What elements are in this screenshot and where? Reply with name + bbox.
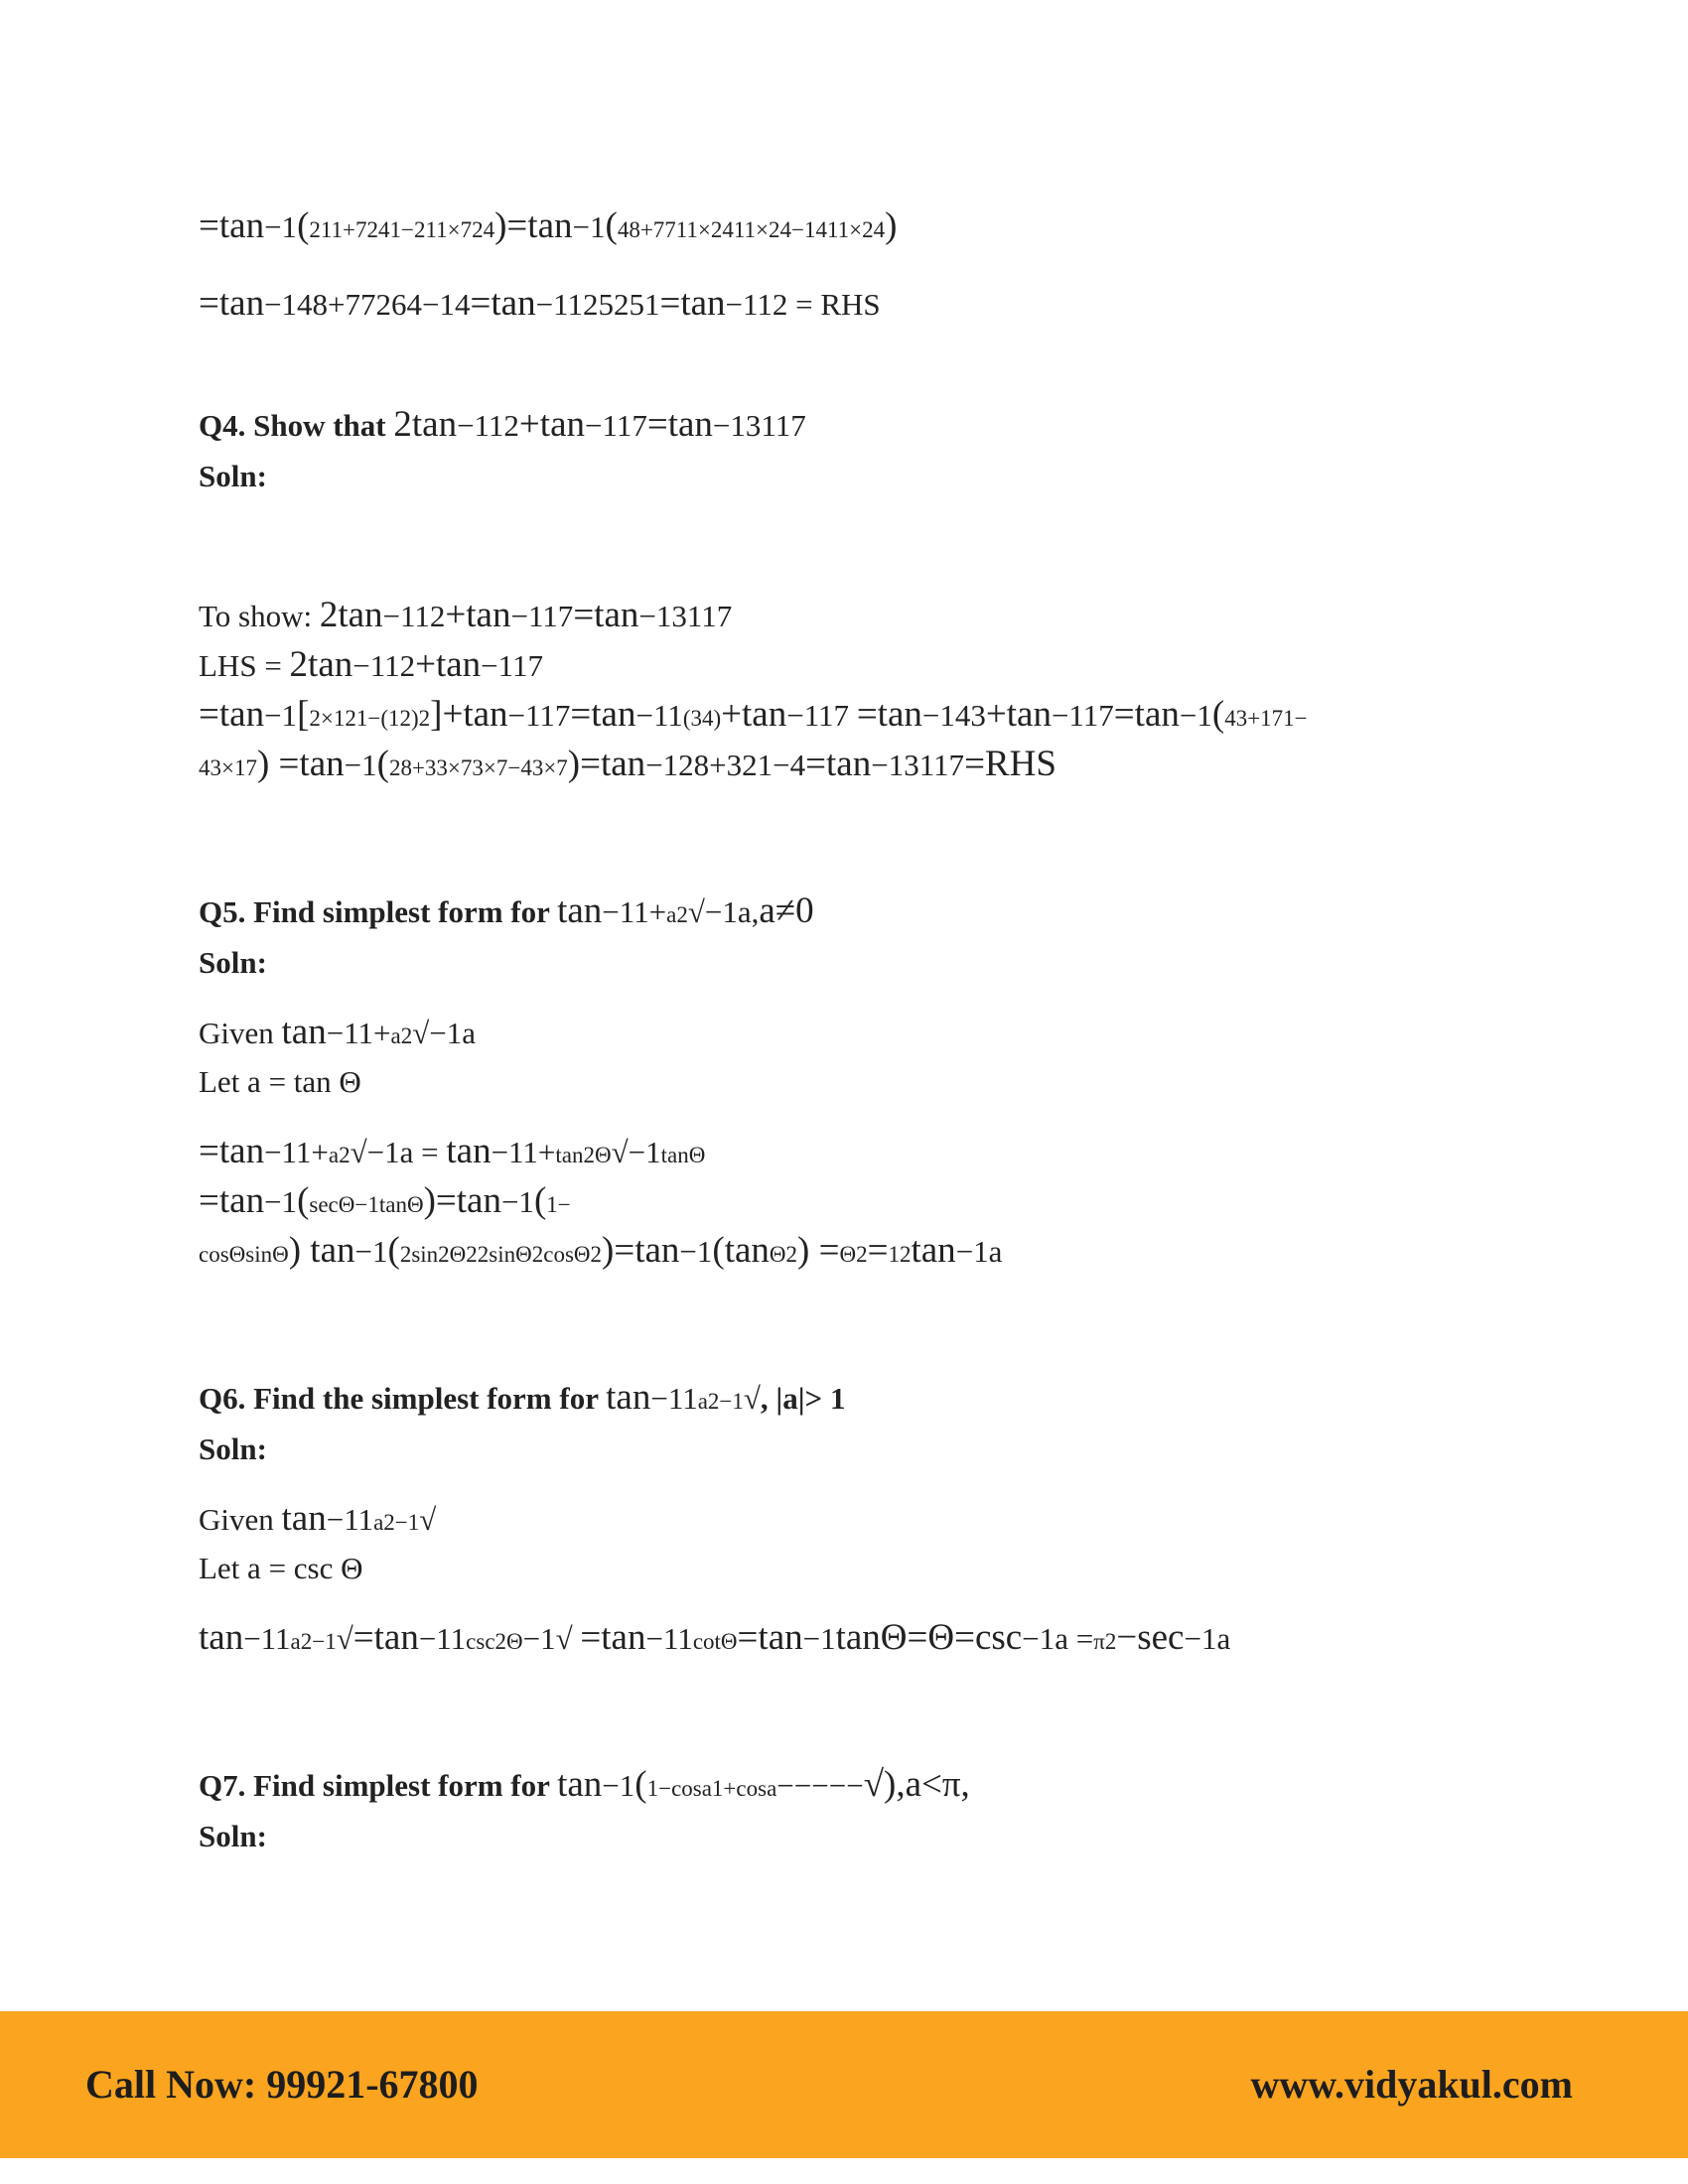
text-line <box>199 284 881 325</box>
math-fragment: a2 <box>328 1143 351 1167</box>
math-fragment: √ <box>743 1381 761 1416</box>
math-fragment: (34) <box>682 706 722 731</box>
math-fragment: −13117 <box>638 599 733 633</box>
math-fragment: cosΘsinΘ <box>199 1242 289 1267</box>
math-fragment: 28+33×73×7−43×7 <box>388 755 568 780</box>
math-fragment: Given <box>199 1016 282 1050</box>
math-fragment: ( <box>376 744 389 784</box>
math-fragment: +tan <box>721 694 787 735</box>
math-fragment: −143 <box>921 698 986 733</box>
math-fragment: =tan <box>1113 694 1180 735</box>
math-fragment: =RHS <box>964 744 1056 784</box>
math-fragment: (tan <box>712 1230 770 1271</box>
text-line <box>199 1765 970 1809</box>
math-fragment: −1a <box>955 1234 1003 1269</box>
math-fragment: =tan <box>580 1617 646 1658</box>
math-fragment: a≠0 <box>759 890 814 931</box>
math-fragment: −117 <box>481 648 544 683</box>
math-fragment: −1a = <box>1022 1621 1094 1656</box>
math-fragment: tan <box>557 890 603 931</box>
math-fragment: tan2Θ <box>555 1143 612 1167</box>
math-fragment: tanΘ=Θ=csc <box>835 1617 1023 1658</box>
math-fragment: √−1a, <box>687 894 760 929</box>
question-heading: Q5. Find simplest form for <box>199 894 558 929</box>
question-heading: Soln: <box>199 1432 267 1466</box>
call-now-text[interactable]: Call Now: 99921-67800 <box>85 2062 479 2107</box>
math-fragment: tan <box>606 1377 651 1418</box>
math-fragment: tan <box>446 1131 492 1171</box>
text-line <box>199 206 897 250</box>
math-fragment: =tan <box>573 595 639 635</box>
math-fragment: +tan <box>415 644 482 685</box>
math-fragment: Given <box>199 1502 282 1537</box>
math-fragment: −128+321−4 <box>645 748 806 782</box>
math-fragment: ( <box>297 1180 310 1221</box>
math-fragment: −1125251 <box>535 287 660 322</box>
math-fragment: 1−cosa1+cosa <box>646 1776 777 1801</box>
text-line <box>199 1817 267 1856</box>
math-fragment: 1− <box>546 1192 571 1217</box>
text-line <box>199 745 1056 788</box>
math-fragment: =tan <box>659 283 726 324</box>
math-fragment: −11 <box>326 1502 374 1537</box>
math-fragment: −1 <box>679 1234 713 1269</box>
math-fragment: −1 <box>354 1234 388 1269</box>
math-fragment: ) tan <box>288 1230 355 1271</box>
math-fragment: ) = <box>797 1230 840 1271</box>
math-fragment: −1 <box>602 1768 635 1803</box>
math-fragment: 43×17 <box>199 755 257 780</box>
math-fragment: −117 <box>507 698 571 733</box>
math-fragment: −11+ <box>264 1135 329 1169</box>
math-fragment: )=tan <box>494 205 573 246</box>
math-fragment: tan <box>199 1617 244 1658</box>
math-fragment: To show: <box>199 599 320 633</box>
math-fragment: =tan <box>570 694 636 735</box>
text-line <box>199 1013 476 1056</box>
math-fragment: =tan <box>856 694 922 735</box>
question-heading: , |a|> 1 <box>760 1381 846 1416</box>
math-fragment: 48+7711×2411×24−1411×24 <box>617 217 886 242</box>
math-fragment: a2−1 <box>697 1389 744 1414</box>
math-fragment: −117 <box>786 698 857 733</box>
math-fragment: −1 <box>264 209 298 244</box>
math-fragment: −11 <box>650 1381 698 1416</box>
math-fragment: −11 <box>645 1621 693 1656</box>
math-fragment: −−−−− <box>776 1768 864 1803</box>
math-fragment: −11 <box>635 698 683 733</box>
math-fragment: −117 <box>510 599 574 633</box>
text-line <box>199 695 1308 739</box>
math-fragment: ( <box>533 1180 547 1221</box>
math-fragment: −117 <box>1051 698 1114 733</box>
math-fragment: ]+tan <box>430 694 508 735</box>
math-fragment: = <box>867 1230 889 1271</box>
math-fragment: ( <box>605 205 618 246</box>
math-fragment: =tan <box>470 283 536 324</box>
math-fragment: ) =tan <box>256 744 345 784</box>
math-fragment: 2tan <box>319 595 383 635</box>
math-fragment: 12 <box>888 1242 912 1267</box>
text-line <box>199 1181 571 1225</box>
math-fragment: a2 <box>666 902 688 927</box>
question-heading: Q6. Find the simplest form for <box>199 1381 607 1416</box>
math-fragment: ( <box>1211 694 1225 735</box>
math-fragment: −11+ <box>326 1016 391 1050</box>
math-fragment: =tan <box>199 1131 265 1171</box>
text-line <box>199 1499 436 1543</box>
math-fragment: −11 <box>243 1621 291 1656</box>
math-fragment: −1√ <box>522 1621 581 1656</box>
math-fragment: Θ2 <box>769 1242 798 1267</box>
math-fragment: [ <box>297 694 310 735</box>
text-line <box>199 1618 1230 1662</box>
math-fragment: ) <box>885 205 898 246</box>
math-fragment: Θ2 <box>839 1242 868 1267</box>
math-fragment: 2tan <box>289 644 353 685</box>
math-fragment: =tan <box>646 404 713 445</box>
math-fragment: =tan <box>199 205 265 246</box>
math-fragment: =tan <box>199 1180 265 1221</box>
text-line <box>199 1132 705 1175</box>
math-fragment: π2 <box>1093 1629 1117 1654</box>
math-fragment: −1 <box>802 1621 836 1656</box>
math-fragment: ( <box>634 1764 647 1805</box>
math-fragment: +tan <box>518 404 585 445</box>
math-fragment: =tan <box>805 744 872 784</box>
math-fragment: =tan <box>737 1617 803 1658</box>
math-fragment: −1 <box>572 209 606 244</box>
math-fragment: −112 <box>382 599 446 633</box>
math-fragment: tan <box>557 1764 603 1805</box>
text-line <box>199 1430 267 1469</box>
math-fragment: −13117 <box>871 748 965 782</box>
question-heading: Q7. Find simplest form for <box>199 1768 558 1803</box>
text-line <box>199 1549 363 1588</box>
math-fragment: +tan <box>985 694 1052 735</box>
math-fragment: −sec <box>1116 1617 1185 1658</box>
text-line <box>199 645 543 686</box>
math-fragment: a2−1 <box>290 1629 337 1654</box>
math-fragment: )=tan <box>602 1230 680 1271</box>
math-fragment: =tan <box>352 1617 419 1658</box>
math-fragment: √),a<π, <box>863 1764 970 1805</box>
text-line <box>199 405 806 446</box>
math-fragment: tan <box>281 1012 327 1052</box>
text-line <box>199 891 814 935</box>
math-fragment: −112 = RHS <box>725 287 881 322</box>
text-line <box>199 596 732 636</box>
math-fragment: secΘ−1tanΘ <box>309 1192 424 1217</box>
math-fragment: −112 <box>352 648 416 683</box>
math-fragment: −117 <box>585 408 647 443</box>
math-fragment: 2tan <box>393 404 458 445</box>
question-heading: Q4. Show that <box>199 408 394 443</box>
math-fragment: )=tan <box>567 744 646 784</box>
math-fragment: −1 <box>1179 698 1212 733</box>
math-fragment: tan <box>911 1230 956 1271</box>
math-fragment: ( <box>297 205 310 246</box>
math-fragment: 2×121−(12)2 <box>309 706 431 731</box>
math-fragment: LHS = <box>199 648 290 683</box>
math-fragment: −1 <box>264 1184 298 1219</box>
math-fragment: −11+ <box>491 1135 556 1169</box>
question-heading: Soln: <box>199 459 267 493</box>
text-line <box>199 943 267 983</box>
math-fragment: 2sin2Θ22sinΘ2cosΘ2 <box>399 1242 602 1267</box>
math-fragment: √−1 <box>611 1135 661 1169</box>
math-fragment: +tan <box>445 595 511 635</box>
math-fragment: −13117 <box>712 408 806 443</box>
question-heading: Soln: <box>199 945 267 980</box>
math-fragment: a2−1 <box>373 1510 420 1535</box>
math-fragment: ( <box>387 1230 400 1271</box>
math-fragment: −1 <box>500 1184 534 1219</box>
math-fragment: √−1a = <box>350 1135 447 1169</box>
text-line <box>199 1378 845 1422</box>
math-fragment: 43+171− <box>1224 706 1308 731</box>
math-fragment: −1 <box>264 698 298 733</box>
math-fragment: −1a <box>1184 1621 1231 1656</box>
math-fragment: −1 <box>344 748 377 782</box>
math-fragment: =tan <box>199 694 265 735</box>
math-fragment: )=tan <box>423 1180 501 1221</box>
website-link[interactable]: www.vidyakul.com <box>1250 2062 1573 2107</box>
math-fragment: −11 <box>418 1621 467 1656</box>
text-line <box>199 1231 1002 1275</box>
math-fragment: −148+77264−14 <box>264 287 471 322</box>
math-fragment: −112 <box>457 408 519 443</box>
math-fragment: Let a = csc Θ <box>199 1551 363 1585</box>
math-fragment: tanΘ <box>660 1143 706 1167</box>
math-fragment: csc2Θ <box>466 1629 523 1654</box>
question-heading: Soln: <box>199 1819 267 1853</box>
math-fragment: cotΘ <box>692 1629 738 1654</box>
text-line <box>199 1062 361 1102</box>
math-fragment: √ <box>336 1621 353 1656</box>
math-fragment: √−1a <box>412 1016 477 1050</box>
math-fragment: 211+7241−211×724 <box>309 217 495 242</box>
math-fragment: −11+ <box>602 894 667 929</box>
math-fragment: √ <box>419 1502 437 1537</box>
math-fragment: Let a = tan Θ <box>199 1064 361 1099</box>
math-fragment: tan <box>281 1498 327 1539</box>
math-fragment: a2 <box>390 1024 413 1048</box>
text-line <box>199 457 267 496</box>
footer-banner <box>0 2011 1688 2158</box>
math-fragment: =tan <box>199 283 265 324</box>
